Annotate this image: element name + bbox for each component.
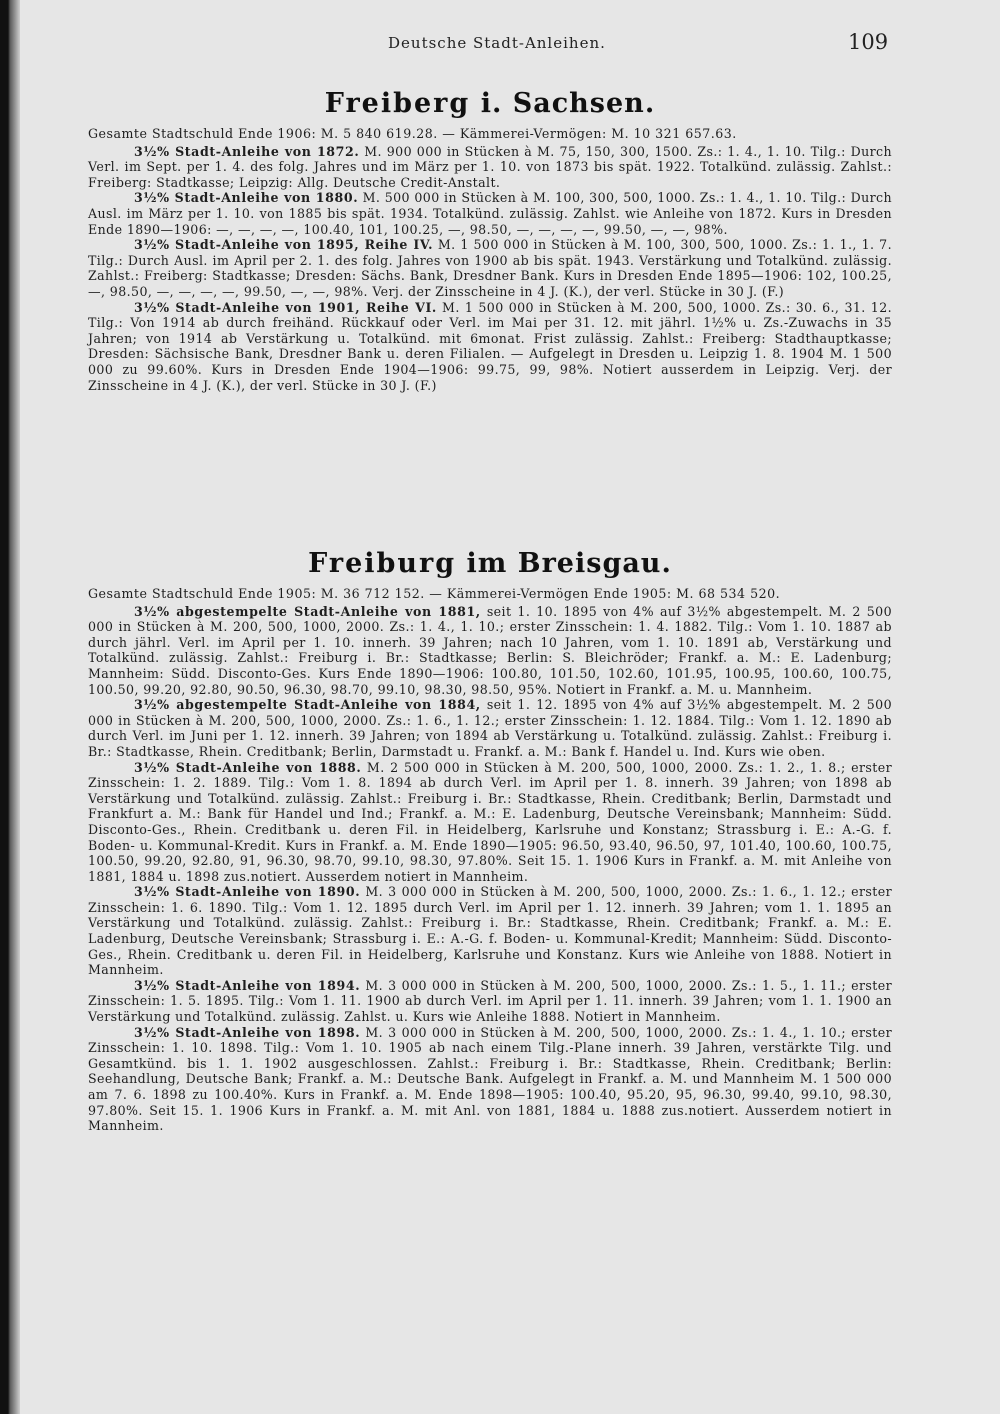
loan-heading: 3½% abgestempelte Stadt-Anleihe von 1881, (134, 603, 481, 619)
loan-heading: 3½% Stadt-Anleihe von 1880. (134, 190, 359, 206)
loan-heading: 3½% Stadt-Anleihe von 1898. (134, 1024, 361, 1040)
loan-text: M. 3 000 000 in Stücken à M. 200, 500, 1000, 2000. Zs.: 1. 5., 1. 11.; erster Zinsschein: 1. 5. 1895. Tilg.: Vom 1. 11. 1900 ab durch Verl. im April per 1. 11. innerh. 39 Jahren; vom 1. 1. 1900 an Verstärkung und Totalkünd. zulässig. Zahlst. u. Kurs wie Anleihe 1888. Notiert in Mannheim. (88, 977, 893, 1025)
loan-entry (88, 760, 892, 885)
loan-entry (88, 604, 892, 698)
loan-entry (88, 300, 892, 394)
loan-text: M. 3 000 000 in Stücken à M. 200, 500, 1000, 2000. Zs.: 1. 6., 1. 12.; erster Zinsschein: 1. 6. 1890. Tilg.: Vom 1. 12. 1895 durch Verl. im April per 1. 12. innerh. 39 Jahren; vom 1. 1. 1895 an Verstärkung und Totalkünd. zulässig. Zahlst.: Freiburg i. Br.: Stadtkasse, Rhein. Creditbank; Frankf. a. M.: E. Ladenburg, Deutsche Vereinsbank; Strassburg i. E.: A.-G. f. Boden- u. Kommunal-Kredit; Mannheim: Südd. Disconto-Ges., Rhein. Creditbank u. deren Fil. in Heidelberg, Karlsruhe und Konstanz. Kurs wie Anleihe von 1888. Notiert in Mannheim. (88, 884, 893, 978)
loan-entry (88, 1025, 892, 1134)
loan-text: M. 3 000 000 in Stücken à M. 200, 500, 1000, 2000. Zs.: 1. 4., 1. 10.; erster Zinsschein: 1. 10. 1898. Tilg.: Vom 1. 10. 1905 ab nach einem Tilg.-Plane innerh. 39 Jahren, verstärkte Tilg. und Gesamtkünd. bis 1. 1. 1902 ausgeschlossen. Zahlst.: Freiburg i. Br.: Stadtkasse, Rhein. Creditbank; Berlin: Seehandlung, Deutsche Bank; Frankf. a. M.: Deutsche Bank. Aufgelegt in Frankf. a. M. und Mannheim M. 1 500 000 am 7. 6. 1898 zu 100.40%. Kurs in Frankf. a. M. Ende 1898—1905: 100.40, 95.20, 95, 96.30, 99.40, 99.10, 98.30, 97.80%. Seit 15. 1. 1906 Kurs in Frankf. a. M. mit Anl. von 1881, 1884 u. 1888 zus.notiert. Ausserdem notiert in Mannheim. (88, 1024, 893, 1134)
loan-entry (88, 190, 892, 237)
city-region: i. Sachsen. (480, 88, 656, 119)
loan-heading: 3½% Stadt-Anleihe von 1895, Reihe IV. (134, 237, 434, 253)
loan-entry (88, 237, 892, 299)
page-number: 109 (848, 30, 889, 54)
loan-entry (88, 697, 892, 759)
loan-text: M. 1 500 000 in Stücken à M. 100, 300, 500, 1000. Zs.: 1. 1., 1. 7. Tilg.: Durch Ausl. im April per 2. 1. des folg. Jahres von 1900 ab bis spät. 1943. Verstärkung und Totalkünd. zulässig. Zahlst.: Freiberg: Stadtkasse; Dresden: Sächs. Bank, Dresdner Bank. Kurs in Dresden Ende 1895—1906: 102, 100.25, —, 98.50, —, —, —, —, 99.50, —, —, 98%. Verj. der Zinsscheine in 4 J. (K.), der verl. Stücke in 30 J. (F.) (88, 237, 892, 299)
loan-text: M. 1 500 000 in Stücken à M. 200, 500, 1000. Zs.: 30. 6., 31. 12. Tilg.: Von 1914 ab durch freihänd. Rückkauf oder Verl. im Mai per 31. 12. mit jährl. 1½% u. Zs.-Zuwachs in 35 Jahren; von 1914 ab Verstärkung u. Totalkünd. mit 6monat. Frist zulässig. Zahlst.: Freiberg: Stadthauptkasse; Dresden: Sächsische Bank, Dresdner Bank u. deren Filialen. — Aufgelegt in Dresden u. Leipzig 1. 8. 1904 M. 1 500 000 zu 99.60%. Kurs in Dresden Ende 1904—1906: 99.75, 99, 98%. Notiert ausserdem in Leipzig. Verj. der Zinsscheine in 4 J. (K.), der verl. Stücke in 30 J. (F.) (88, 299, 893, 393)
debt-summary: Gesamte Stadtschuld Ende 1905: M. 36 712 152. — Kämmerei-Vermögen Ende 1905: M. 68 534 520. (88, 586, 781, 601)
loan-entry (88, 978, 892, 1025)
loan-text: seit 1. 12. 1895 von 4% auf 3½% abgestempelt. M. 2 500 000 in Stücken à M. 200, 500, 1000, 2000. Zs.: 1. 6., 1. 12.; erster Zinsschein: 1. 12. 1884. Tilg.: Vom 1. 12. 1890 ab durch Verl. im Juni per 1. 12. innerh. 39 Jahren; von 1894 ab Verstärkung u. Totalkünd. zulässig. Zahlst.: Freiburg i. Br.: Stadtkasse, Rhein. Creditbank; Berlin, Darmstadt u. Frankf. a. M.: Bank f. Handel u. Ind. Kurs wie oben. (88, 697, 893, 759)
section-title-freiberg (88, 88, 892, 120)
city-region: im Breisgau. (466, 548, 672, 579)
loan-heading: 3½% Stadt-Anleihe von 1894. (134, 977, 361, 993)
loan-text: M. 500 000 in Stücken à M. 100, 300, 500, 1000. Zs.: 1. 4., 1. 10. Tilg.: Durch Ausl. im März per 1. 10. von 1885 bis spät. 1934. Totalkünd. zulässig. Zahlst. wie Anleihe von 1872. Kurs in Dresden Ende 1890—1906: —, —, —, —, 100.40, 101, 100.25, —, 98.50, —, —, —, —, 99.50, —, —, 98%. (88, 190, 892, 237)
debt-summary: Gesamte Stadtschuld Ende 1906: M. 5 840 619.28. — Kämmerei-Vermögen: M. 10 321 657.63. (88, 126, 737, 141)
loan-heading: 3½% Stadt-Anleihe von 1872. (134, 143, 360, 159)
running-head (0, 30, 1000, 54)
section-freiberg (88, 88, 892, 393)
section-title-freiburg (88, 548, 892, 580)
running-title: Deutsche Stadt-Anleihen. (388, 34, 606, 52)
page-edge-shadow (0, 0, 20, 1414)
loan-heading: 3½% Stadt-Anleihe von 1890. (134, 884, 361, 900)
loan-heading: 3½% Stadt-Anleihe von 1901, Reihe VI. (134, 299, 437, 315)
loan-entry (88, 144, 892, 191)
city-name: Freiburg (308, 548, 457, 579)
section-freiburg (88, 548, 892, 1134)
city-name: Freiberg (324, 88, 471, 119)
loan-text: seit 1. 10. 1895 von 4% auf 3½% abgestempelt. M. 2 500 000 in Stücken à M. 200, 500, 1000, 2000. Zs.: 1. 4., 1. 10.; erster Zinsschein: 1. 4. 1882. Tilg.: Vom 1. 10. 1887 ab durch jährl. Verl. im April per 1. 10. innerh. 39 Jahren; nach 10 Jahren, vom 1. 10. 1891 ab, Verstärkung und Totalkünd. zulässig. Zahlst.: Freiburg i. Br.: Stadtkasse; Berlin: S. Bleichröder; Frankf. a. M.: E. Ladenburg; Mannheim: Südd. Disconto-Ges. Kurs Ende 1890—1906: 100.80, 101.50, 102.60, 101.95, 100.95, 100.60, 100.75, 100.50, 99.20, 92.80, 90.50, 96.30, 98.70, 99.10, 98.30, 98.50, 95%. Notiert in Frankf. a. M. u. Mannheim. (88, 603, 893, 697)
loan-text: M. 900 000 in Stücken à M. 75, 150, 300, 1500. Zs.: 1. 4., 1. 10. Tilg.: Durch Verl. im Sept. per 1. 4. des folg. Jahres und im März per 1. 10. von 1873 bis spät. 1922. Totalkünd. zulässig. Zahlst.: Freiberg: Stadtkasse; Leipzig: Allg. Deutsche Credit-Anstalt. (88, 143, 892, 190)
loan-heading: 3½% Stadt-Anleihe von 1888. (134, 759, 362, 775)
loan-entry (88, 884, 892, 978)
loan-text: M. 2 500 000 in Stücken à M. 200, 500, 1000, 2000. Zs.: 1. 2., 1. 8.; erster Zinsschein: 1. 2. 1889. Tilg.: Vom 1. 8. 1894 ab durch Verl. im April per 1. 8. innerh. 39 Jahren; von 1898 ab Verstärkung und Totalkünd. zulässig. Zahlst.: Freiburg i. Br.: Stadtkasse, Rhein. Creditbank; Berlin, Darmstadt und Frankfurt a. M.: Bank für Handel und Ind.; Frankf. a. M.: E. Ladenburg, Deutsche Vereinsbank; Mannheim: Südd. Disconto-Ges., Rhein. Creditbank u. deren Fil. in Heidelberg, Karlsruhe und Konstanz; Strassburg i. E.: A.-G. f. Boden- u. Kommunal-Kredit. Kurs in Frankf. a. M. Ende 1890—1905: 96.50, 93.40, 96.50, 97, 101.40, 100.60, 100.75, 100.50, 99.20, 92.80, 91, 96.30, 98.70, 99.10, 98.30, 97.80%. Seit 15. 1. 1906 Kurs in Frankf. a. M. mit Anleihe von 1881, 1884 u. 1898 zus.notiert. Ausserdem notiert in Mannheim. (88, 759, 892, 884)
loan-heading: 3½% abgestempelte Stadt-Anleihe von 1884, (134, 697, 481, 713)
